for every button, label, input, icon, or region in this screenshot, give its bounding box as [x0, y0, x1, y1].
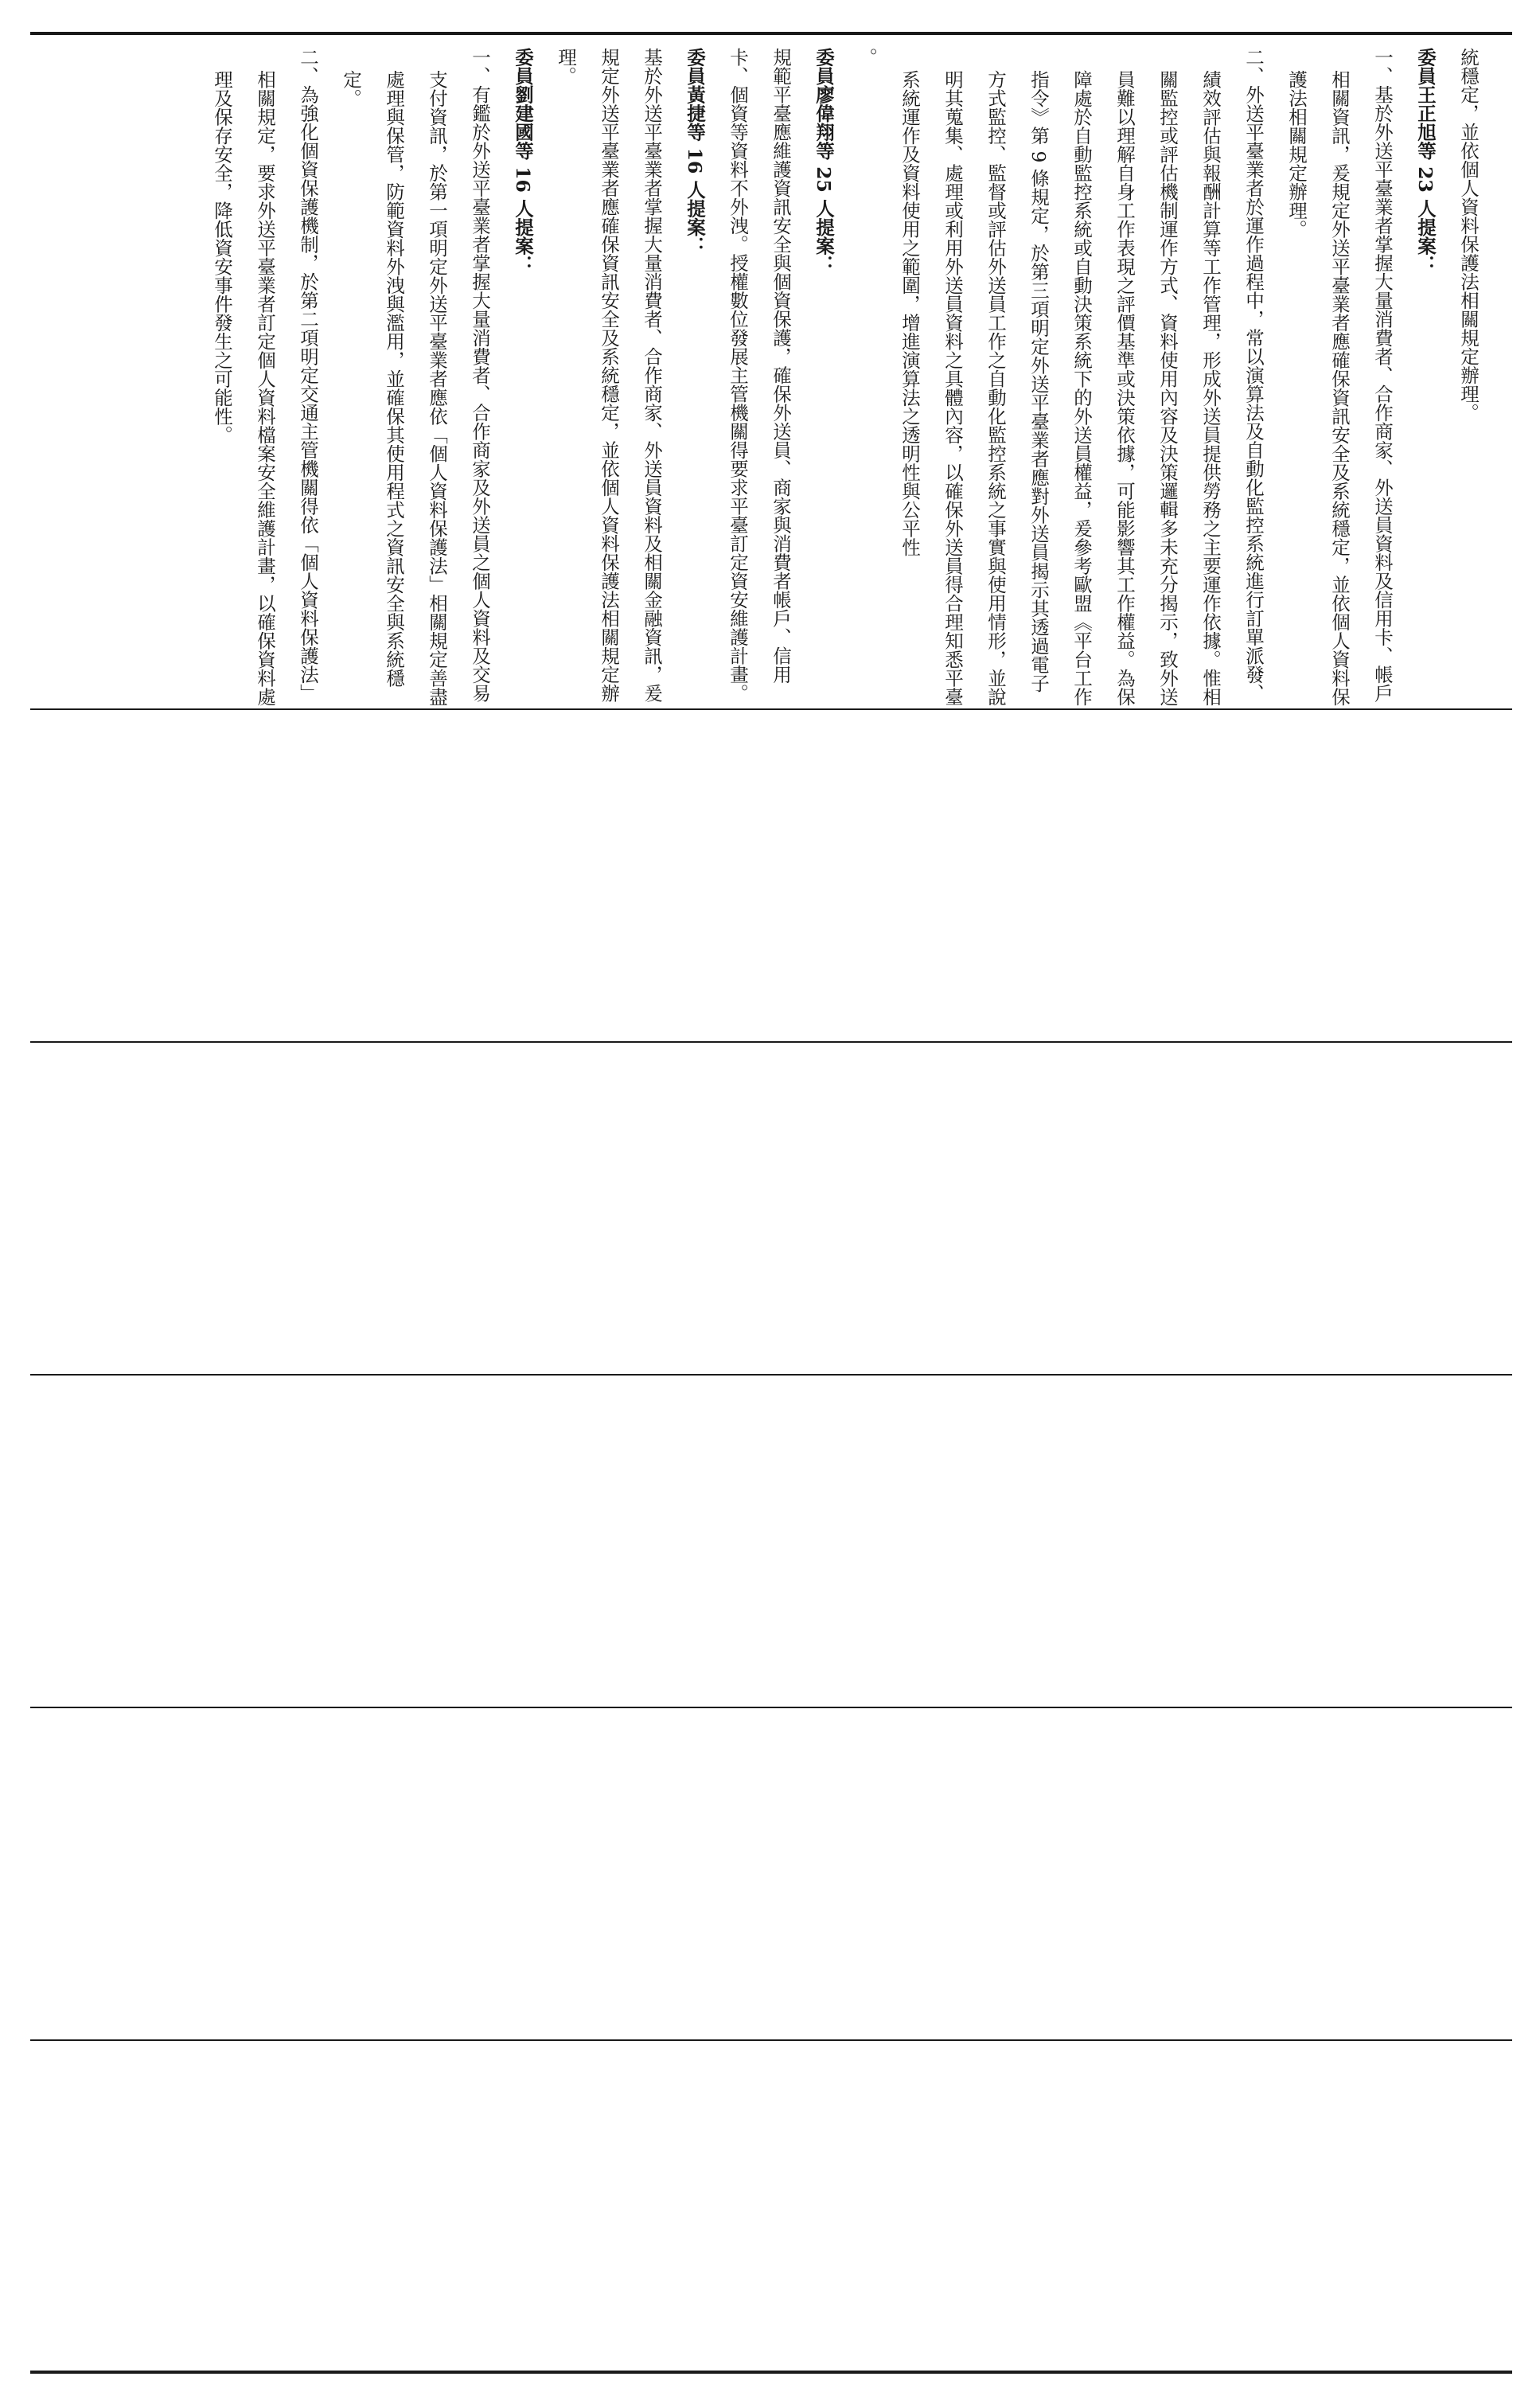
- wang-proposal-list: [888, 48, 1404, 708]
- liu-item-1: 一、有鑑於外送平臺業者掌握大量消費者、合作商家及外送員之個人資料及交易支付資訊，於第一項明定外送平臺業者應依「個人資料保護法」相關規定善盡處理與保管，防範資料外洩與濫用，並確保其使用程式之資訊安全與系統穩定。: [340, 48, 491, 707]
- huang-proposal-header: 委員黃捷等 16 人提案：: [684, 48, 706, 256]
- liu-item-2: 二、為強化個資保護機制，於第二項明定交通主管機關得依「個人資料保護法」相關規定，要求外送平臺業者訂定個人資料檔案安全維護計畫，以確保資料處理及保存安全，降低資安事件發生之可能性。: [211, 48, 319, 707]
- bottom-rule: [30, 2371, 1512, 2374]
- empty-row-4: [30, 1708, 1512, 2039]
- row-divider-5: [30, 2039, 1512, 2041]
- proposal-explanation-cell: [30, 32, 1512, 708]
- row-divider-3: [30, 1374, 1512, 1376]
- empty-row-5: [30, 2041, 1512, 2372]
- wang-proposal-header: 委員王正旭等 23 人提案：: [1414, 48, 1437, 275]
- row-divider-1: [30, 708, 1512, 710]
- empty-row-2: [30, 1043, 1512, 1374]
- wang-item-2-tail: 。: [856, 48, 878, 67]
- liu-proposal-list: [201, 48, 501, 708]
- empty-row-1: [30, 710, 1512, 1041]
- huang-proposal-text: 基於外送平臺業者掌握大量消費者、合作商家、外送員資料及相關金融資訊，爰規定外送平臺業者應確保資訊安全及系統穩定，並依個人資料保護法相關規定辦理。: [555, 48, 663, 703]
- wang-item-2: 二、外送平臺業者於運作過程中，常以演算法及自動化監控系統進行訂單派發、績效評估與報酬計算等工作管理，形成外送員提供勞務之主要運作依據。惟相關監控或評估機制運作方式、資料使用內容及決策邏輯多未充分揭示，致外送員難以理解自身工作表現之評價基準或決策依據，可能影響其工作權益。為保障處於自動監控系統或自動決策系統下的外送員權益，爰參考歐盟《平台工作指令》第 9 條規定，於第三項明定外送平臺業者應對外送員揭示其透過電子方式監控、監督或評估外送員工作之自動化監控系統之事實與使用情形，並說明其蒐集、處理或利用外送員資料之具體內容，以確保外送員得合理知悉平臺系統運作及資料使用之範圍，增進演算法之透明性與公平性: [899, 48, 1265, 707]
- liao-proposal-text: 規範平臺應維護資訊安全與個資保護，確保外送員、商家與消費者帳戶、信用卡、個資等資料不外洩。授權數位發展主管機關得要求平臺訂定資安維護計畫。: [727, 48, 792, 703]
- intro-paragraph: 統穩定，並依個人資料保護法相關規定辦理。: [1457, 48, 1480, 422]
- row-divider-4: [30, 1707, 1512, 1708]
- liao-proposal-header: 委員廖偉翔等 25 人提案：: [813, 48, 835, 275]
- empty-row-3: [30, 1376, 1512, 1707]
- wang-item-1: 一、基於外送平臺業者掌握大量消費者、合作商家、外送員資料及信用卡、帳戶相關資訊，爰規定外送平臺業者應確保資訊安全及系統穩定，並依個人資料保護法相關規定辦理。: [1285, 48, 1394, 707]
- document-page: [30, 32, 1512, 2391]
- liu-proposal-header: 委員劉建國等 16 人提案：: [512, 48, 534, 275]
- row-divider-2: [30, 1041, 1512, 1043]
